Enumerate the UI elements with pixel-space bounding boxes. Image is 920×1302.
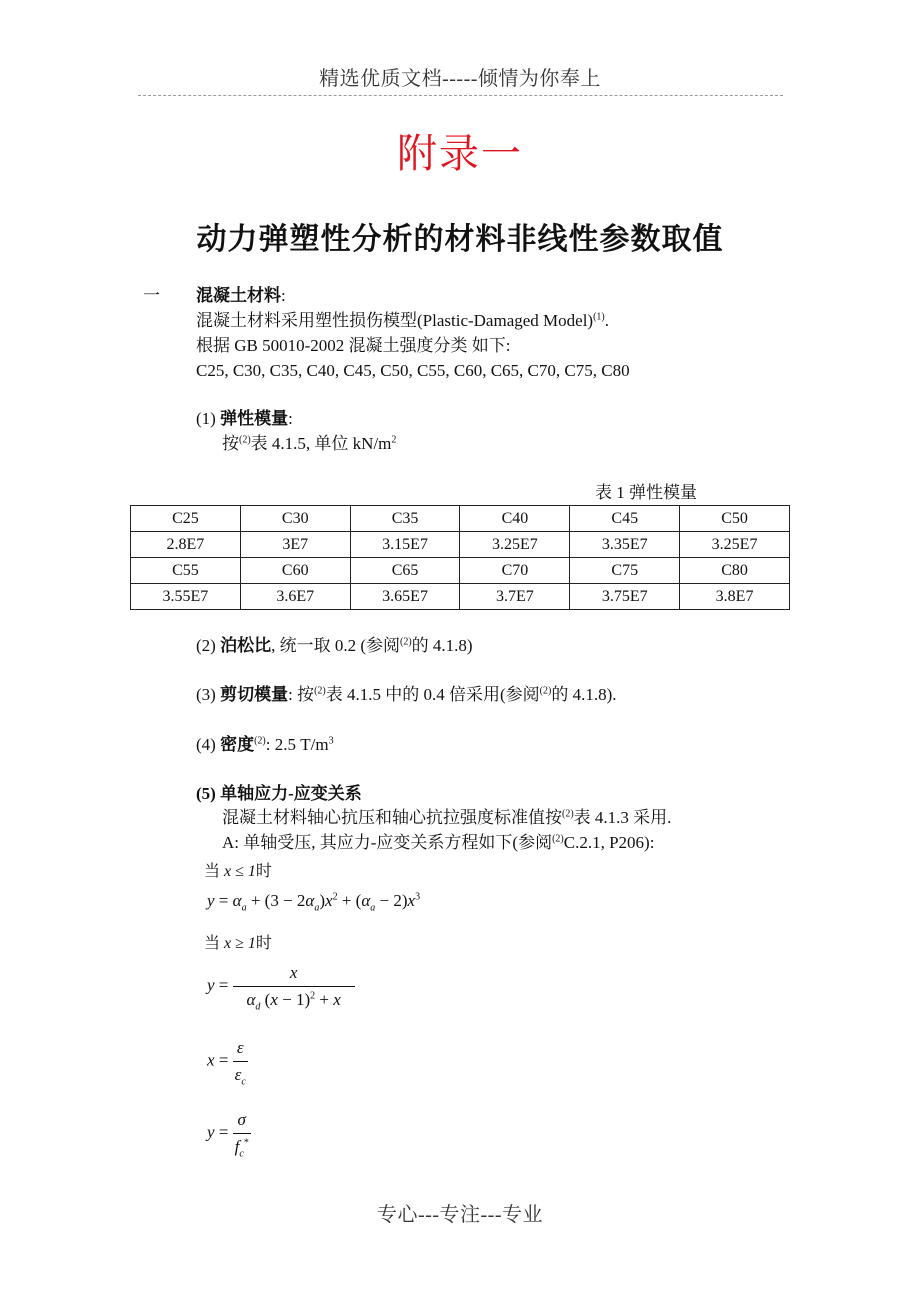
shear-line xyxy=(196,686,617,703)
model-text: 混凝土材料采用塑性损伤模型(Plastic-Damaged Model) xyxy=(196,311,594,330)
density-line xyxy=(196,736,334,753)
poisson-text: , 统一取 0.2 (参阅 xyxy=(271,636,400,655)
section-heading xyxy=(196,287,286,304)
density-text: : 2.5 T/m xyxy=(265,735,329,754)
table-cell: 3.75E7 xyxy=(570,584,680,610)
shear-num: (3) xyxy=(196,685,216,704)
shear-ref-1: (2) xyxy=(314,685,326,697)
shear-text-c: 的 4.1.8). xyxy=(551,685,617,704)
uniaxial-line-1-text: 混凝土材料轴心抗压和轴心抗拉强度标准值按 xyxy=(222,808,562,827)
unit-exponent: 2 xyxy=(391,434,397,446)
page-header: 精选优质文档-----倾情为你奉上 xyxy=(319,68,601,90)
elastic-num: (1) xyxy=(196,409,216,428)
uniaxial-line-2-text: A: 单轴受压, 其应力-应变关系方程如下(参阅 xyxy=(222,833,553,852)
table-cell: C60 xyxy=(240,558,350,584)
elastic-unit-line xyxy=(222,435,396,452)
density-ref: (2) xyxy=(254,735,266,747)
condition-1-prefix: 当 xyxy=(204,863,225,880)
table-cell: C70 xyxy=(460,558,570,584)
table-caption: 表 1 弹性模量 xyxy=(595,483,697,502)
table-cell: 3E7 xyxy=(240,532,350,558)
uniaxial-ref-1: (2) xyxy=(562,808,574,820)
section-heading-text: 混凝土材料 xyxy=(196,286,281,305)
table-cell: 3.25E7 xyxy=(680,532,790,558)
table-cell: 3.65E7 xyxy=(350,584,460,610)
poisson-line xyxy=(196,637,473,654)
uniaxial-line-2-end: C.2.1, P206): xyxy=(563,833,655,852)
uniaxial-line-1-end: 表 4.1.3 采用. xyxy=(573,808,672,827)
table-cell: 3.55E7 xyxy=(131,584,241,610)
density-num: (4) xyxy=(196,735,216,754)
table-cell: C40 xyxy=(460,506,570,532)
table-cell: C25 xyxy=(131,506,241,532)
shear-ref-2: (2) xyxy=(539,685,552,697)
equation-compression-ascending: $y = \alpha_a + (3 - 2\alpha_a)x^2 + (\alpha_a - 2)x^3$ xyxy=(207,891,421,914)
elastic-modulus-table xyxy=(130,505,790,610)
condition-2-prefix: 当 xyxy=(204,935,225,952)
model-period: . xyxy=(604,311,610,330)
table-cell: C50 xyxy=(680,506,790,532)
page-footer: 专心---专注---专业 xyxy=(377,1204,543,1226)
table-cell: 3.7E7 xyxy=(460,584,570,610)
uniaxial-ref-2: (2) xyxy=(552,833,564,845)
density-exponent: 3 xyxy=(328,735,334,747)
table-row xyxy=(131,532,790,558)
poisson-text-end: 的 4.1.8) xyxy=(411,636,473,655)
density-heading: 密度 xyxy=(220,735,255,754)
table-cell: C55 xyxy=(131,558,241,584)
table-cell: C30 xyxy=(240,506,350,532)
table-cell: C75 xyxy=(570,558,680,584)
uniaxial-line-1 xyxy=(222,809,671,826)
shear-heading: 剪切模量 xyxy=(220,685,289,704)
table-cell: 3.8E7 xyxy=(680,584,790,610)
shear-text-b: 表 4.1.5 中的 0.4 倍采用(参阅 xyxy=(325,685,540,704)
table-cell: C65 xyxy=(350,558,460,584)
poisson-num: (2) xyxy=(196,636,216,655)
uniaxial-line-2 xyxy=(222,834,654,851)
elastic-heading-text: 弹性模量 xyxy=(220,409,289,428)
elastic-heading xyxy=(196,410,293,427)
condition-x-ge-1 xyxy=(204,930,272,953)
condition-2-math: x ≥ 1 xyxy=(224,935,256,952)
condition-1-suffix: 时 xyxy=(255,863,272,880)
shear-text-a: : 按 xyxy=(288,685,315,704)
table-cell: C35 xyxy=(350,506,460,532)
table-row xyxy=(131,506,790,532)
table-cell: C80 xyxy=(680,558,790,584)
table-row xyxy=(131,558,790,584)
appendix-title: 附录一 xyxy=(397,131,523,176)
grade-list-line: C25, C30, C35, C40, C45, C50, C55, C60, C65, C70, C75, C80 xyxy=(196,361,630,380)
table-row xyxy=(131,584,790,610)
ref-1: (1) xyxy=(593,311,605,323)
equation-compression-descending: y = $\frac{x}{\alpha_d (x - 1)^2 + x}$ xyxy=(207,963,355,1010)
section-number: 一 xyxy=(143,286,160,305)
table-cell: 2.8E7 xyxy=(131,532,241,558)
table-cell: 3.25E7 xyxy=(460,532,570,558)
poisson-heading: 泊松比 xyxy=(220,636,272,655)
condition-x-le-1 xyxy=(204,858,272,881)
main-title: 动力弹塑性分析的材料非线性参数取值 xyxy=(196,223,724,256)
equation-x-definition: x = $\frac{\varepsilon}{\varepsilon_c}$ xyxy=(207,1038,246,1088)
elastic-colon: : xyxy=(288,409,293,428)
condition-1-math: x ≤ 1 xyxy=(224,863,256,880)
poisson-ref: (2) xyxy=(400,636,412,648)
table-cell: 3.6E7 xyxy=(240,584,350,610)
table-cell: C45 xyxy=(570,506,680,532)
table-cell: 3.35E7 xyxy=(570,532,680,558)
condition-2-suffix: 时 xyxy=(255,935,272,952)
elastic-mid: 表 4.1.5, 单位 kN/m xyxy=(250,434,392,453)
header-divider xyxy=(138,95,783,96)
elastic-pre: 按 xyxy=(222,434,239,453)
table-cell: 3.15E7 xyxy=(350,532,460,558)
grade-intro-line: 根据 GB 50010-2002 混凝土强度分类 如下: xyxy=(196,336,511,355)
ref-2: (2) xyxy=(239,434,251,446)
uniaxial-heading: (5) 单轴应力-应变关系 xyxy=(196,784,362,803)
section-heading-colon: : xyxy=(281,286,286,305)
model-line xyxy=(196,312,609,329)
equation-y-definition: y = $\frac{\sigma}{f_c^*}$ xyxy=(207,1110,249,1160)
